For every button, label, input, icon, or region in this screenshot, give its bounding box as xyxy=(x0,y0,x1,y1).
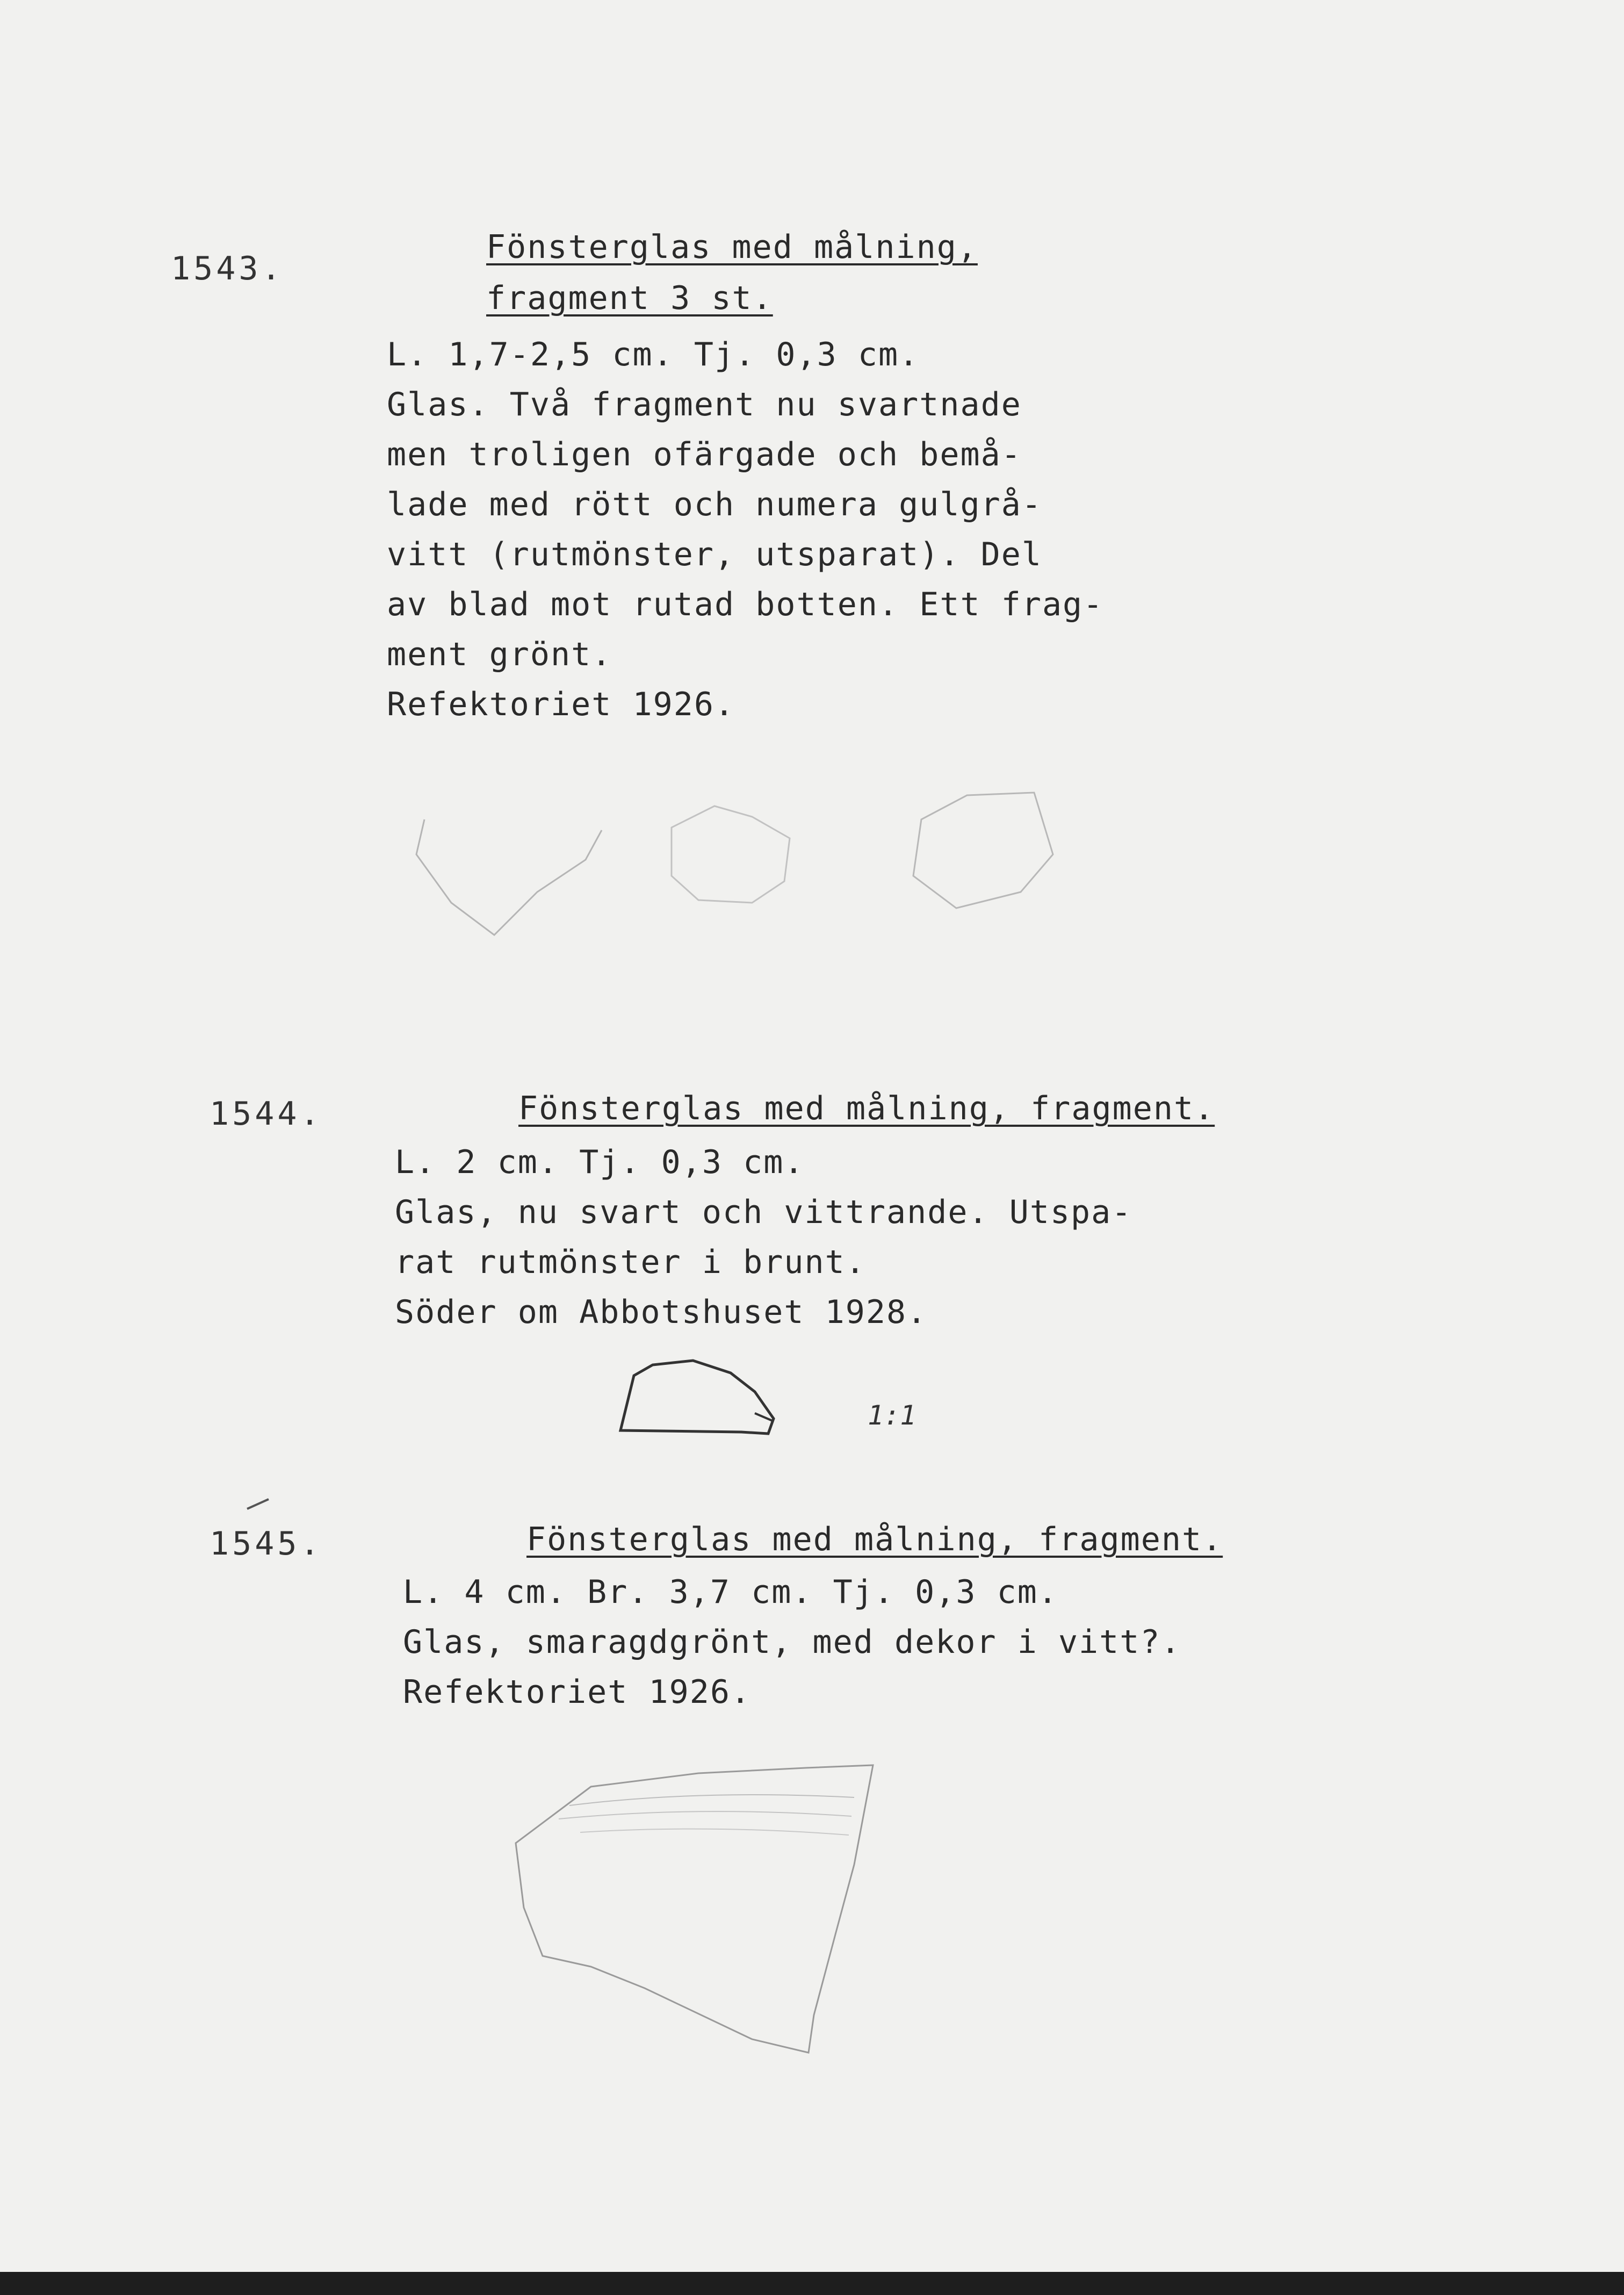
entry-1544-line: Glas, nu svart och vittrande. Utspa- xyxy=(395,1193,1132,1231)
entry-title-1543-line1: Fönsterglas med målning, xyxy=(486,228,978,266)
entry-number-1545: 1545. xyxy=(210,1525,323,1563)
fragment-1545-decor-3 xyxy=(580,1829,849,1835)
entry-number-1544: 1544. xyxy=(210,1095,323,1133)
correction-mark xyxy=(247,1499,269,1509)
entry-1543-line: Glas. Två fragment nu svartnade xyxy=(387,386,1022,423)
scale-note: 1:1 xyxy=(868,1400,916,1431)
entry-1544-line: Söder om Abbotshuset 1928. xyxy=(395,1293,928,1331)
entry-title-1544: Fönsterglas med målning, fragment. xyxy=(518,1090,1215,1127)
fragment-1543-c-sketch xyxy=(913,793,1053,908)
entry-1544-line: L. 2 cm. Tj. 0,3 cm. xyxy=(395,1143,805,1181)
scan-bottom-edge xyxy=(0,2272,1624,2295)
entry-number-1543: 1543. xyxy=(171,250,284,287)
entry-1543-line: men troligen ofärgade och bemå- xyxy=(387,436,1022,473)
entry-title-1545: Fönsterglas med målning, fragment. xyxy=(526,1521,1223,1558)
entry-1544-line: rat rutmönster i brunt. xyxy=(395,1243,866,1281)
fragment-1543-b-sketch xyxy=(672,806,790,903)
entry-1543-line: av blad mot rutad botten. Ett frag- xyxy=(387,586,1104,623)
entry-1545-line: L. 4 cm. Br. 3,7 cm. Tj. 0,3 cm. xyxy=(403,1573,1058,1611)
fragment-1544-sketch xyxy=(620,1361,774,1434)
entry-1543-line: vitt (rutmönster, utsparat). Del xyxy=(387,536,1042,573)
entry-1543-line: ment grönt. xyxy=(387,636,612,673)
entry-1545-line: Refektoriet 1926. xyxy=(403,1673,752,1711)
entry-1543-line: lade med rött och numera gulgrå- xyxy=(387,486,1042,523)
entry-1545-line: Glas, smaragdgrönt, med dekor i vitt?. xyxy=(403,1623,1181,1661)
fragment-1545-decor-2 xyxy=(559,1811,851,1819)
fragment-1543-a-sketch xyxy=(416,819,602,935)
fragment-1545-sketch xyxy=(516,1765,873,2053)
fragment-1545-decor-1 xyxy=(569,1795,854,1805)
entry-title-1543-line2: fragment 3 st. xyxy=(486,279,773,317)
entry-1543-line: L. 1,7-2,5 cm. Tj. 0,3 cm. xyxy=(387,336,920,373)
entry-1543-line: Refektoriet 1926. xyxy=(387,686,735,723)
